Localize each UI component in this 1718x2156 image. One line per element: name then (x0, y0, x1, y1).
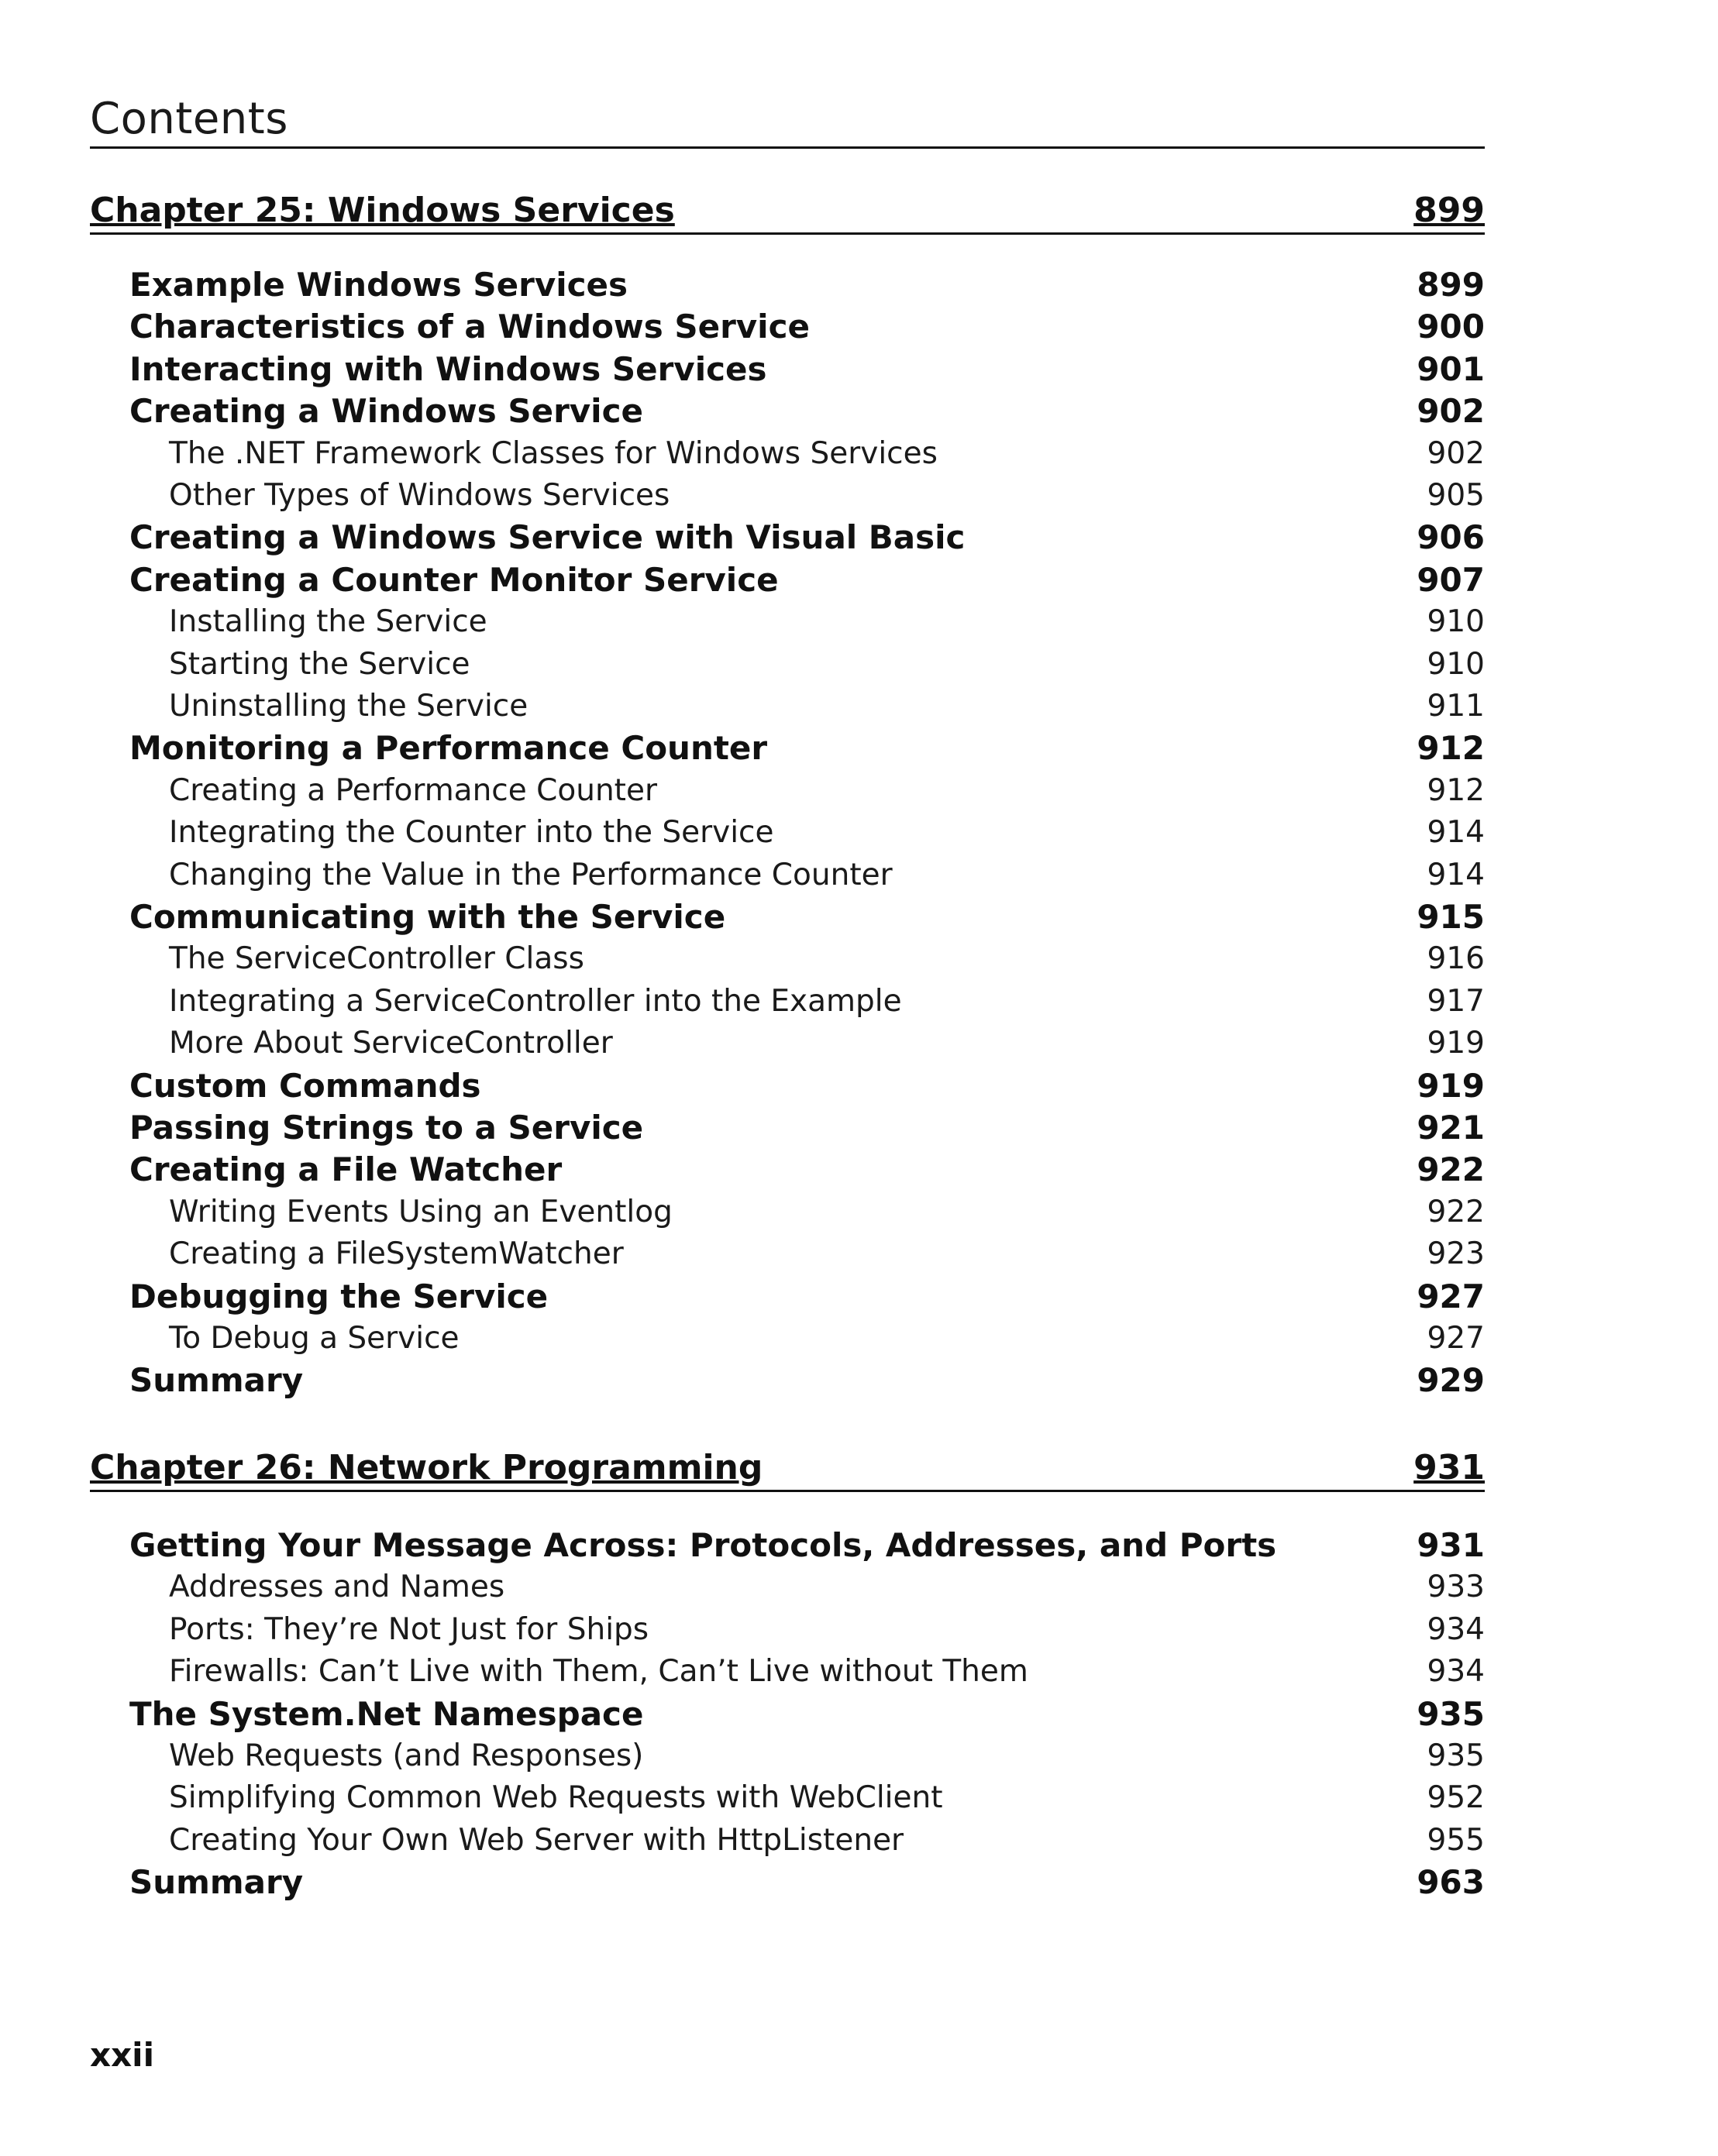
entry-label: Custom Commands (129, 1066, 481, 1105)
entry-page-number: 912 (1417, 729, 1485, 768)
entry-page-number: 914 (1427, 815, 1485, 851)
entry-page-number: 901 (1417, 349, 1485, 388)
entry-page-number: 927 (1427, 1321, 1485, 1356)
entry-page-number: 933 (1427, 1570, 1485, 1605)
entry-page-number: 955 (1427, 1822, 1485, 1858)
entry-page-number: 935 (1417, 1694, 1485, 1733)
entry-label: Creating a File Watcher (129, 1150, 563, 1189)
entry-page-number: 906 (1417, 518, 1485, 557)
chapter-title: Chapter 25: Windows Services (90, 191, 675, 230)
entry-page-number: 911 (1427, 689, 1485, 724)
toc-section-entry[interactable] (0, 349, 1718, 390)
entry-label: Creating a Windows Service (129, 392, 643, 431)
entry-page-number: 912 (1427, 772, 1485, 808)
entry-page-number: 919 (1427, 1026, 1485, 1061)
toc-subsection-entry[interactable] (0, 686, 1718, 727)
toc-section-entry[interactable] (0, 559, 1718, 601)
entry-label: Interacting with Windows Services (129, 349, 767, 388)
toc-section-entry[interactable] (0, 1862, 1718, 1903)
entry-label: The System.Net Namespace (129, 1694, 644, 1733)
toc-section-entry[interactable] (0, 264, 1718, 306)
toc-subsection-entry[interactable] (0, 1651, 1718, 1693)
entry-page-number: 910 (1427, 604, 1485, 640)
chapter-page-number: 899 (1413, 191, 1485, 230)
entry-label: Communicating with the Service (129, 898, 726, 936)
entry-label: Installing the Service (169, 604, 487, 640)
entry-page-number: 905 (1427, 478, 1485, 513)
toc-section-entry[interactable] (0, 1525, 1718, 1566)
entry-label: The .NET Framework Classes for Windows Services (169, 435, 938, 471)
entry-label: Web Requests (and Responses) (169, 1738, 644, 1773)
entry-page-number: 931 (1417, 1526, 1485, 1564)
entry-label: The ServiceController Class (169, 941, 584, 977)
entry-page-number: 915 (1417, 898, 1485, 936)
toc-subsection-entry[interactable] (0, 1566, 1718, 1608)
toc-subsection-entry[interactable] (0, 812, 1718, 854)
page-folio: xxii (90, 2036, 154, 2074)
entry-page-number: 914 (1427, 857, 1485, 892)
entry-label: Monitoring a Performance Counter (129, 729, 768, 768)
toc-subsection-entry[interactable] (0, 1777, 1718, 1819)
toc-subsection-entry[interactable] (0, 770, 1718, 812)
toc-section-entry[interactable] (0, 1360, 1718, 1401)
toc-subsection-entry[interactable] (0, 938, 1718, 980)
toc-subsection-entry[interactable] (0, 1318, 1718, 1360)
entry-page-number: 952 (1427, 1780, 1485, 1816)
toc-subsection-entry[interactable] (0, 433, 1718, 475)
toc-section-entry[interactable] (0, 1276, 1718, 1318)
entry-label: Passing Strings to a Service (129, 1109, 644, 1147)
entry-page-number: 963 (1417, 1863, 1485, 1902)
toc-subsection-entry[interactable] (0, 475, 1718, 517)
entry-page-number: 900 (1417, 308, 1485, 346)
toc-section-entry[interactable] (0, 390, 1718, 432)
toc-section-entry[interactable] (0, 1694, 1718, 1735)
entry-page-number: 935 (1427, 1738, 1485, 1773)
chapter-title: Chapter 26: Network Programming (90, 1448, 763, 1487)
chapter-heading[interactable] (90, 1443, 1485, 1492)
toc-subsection-entry[interactable] (0, 1191, 1718, 1233)
toc-subsection-entry[interactable] (0, 854, 1718, 896)
entry-page-number: 916 (1427, 941, 1485, 977)
entry-page-number: 902 (1427, 435, 1485, 471)
entry-label: Example Windows Services (129, 266, 628, 304)
entry-label: Changing the Value in the Performance Counter (169, 857, 893, 892)
toc-section-entry[interactable] (0, 1065, 1718, 1107)
toc-section-entry[interactable] (0, 896, 1718, 938)
entry-label: Characteristics of a Windows Service (129, 308, 810, 346)
toc-subsection-entry[interactable] (0, 1233, 1718, 1275)
entry-label: Creating a Counter Monitor Service (129, 560, 779, 599)
toc-subsection-entry[interactable] (0, 644, 1718, 686)
entry-page-number: 934 (1427, 1654, 1485, 1690)
entry-page-number: 899 (1417, 266, 1485, 304)
entry-page-number: 919 (1417, 1066, 1485, 1105)
toc-section-entry[interactable] (0, 1149, 1718, 1191)
entry-label: Summary (129, 1863, 304, 1902)
chapter-heading[interactable] (90, 186, 1485, 235)
entry-label: Creating a Windows Service with Visual Basic (129, 518, 966, 557)
entry-page-number: 922 (1427, 1194, 1485, 1229)
entry-label: Starting the Service (169, 646, 470, 682)
entry-page-number: 910 (1427, 646, 1485, 682)
entry-label: Uninstalling the Service (169, 689, 528, 724)
entry-label: Integrating the Counter into the Service (169, 815, 774, 851)
entry-label: Debugging the Service (129, 1277, 549, 1315)
toc-section-entry[interactable] (0, 727, 1718, 769)
toc-subsection-entry[interactable] (0, 981, 1718, 1023)
entry-label: Integrating a ServiceController into the Example (169, 983, 902, 1019)
entry-page-number: 922 (1417, 1150, 1485, 1189)
entry-label: Summary (129, 1361, 304, 1400)
entry-page-number: 934 (1427, 1611, 1485, 1647)
entry-label: More About ServiceController (169, 1026, 613, 1061)
toc-section-entry[interactable] (0, 517, 1718, 559)
entry-page-number: 921 (1417, 1109, 1485, 1147)
entry-page-number: 929 (1417, 1361, 1485, 1400)
toc-subsection-entry[interactable] (0, 601, 1718, 643)
toc-subsection-entry[interactable] (0, 1820, 1718, 1862)
entry-label: Creating a FileSystemWatcher (169, 1236, 624, 1272)
entry-page-number: 907 (1417, 560, 1485, 599)
toc-subsection-entry[interactable] (0, 1023, 1718, 1064)
entry-label: To Debug a Service (169, 1321, 460, 1356)
chapter-page-number: 931 (1413, 1448, 1485, 1487)
entry-label: Other Types of Windows Services (169, 478, 670, 513)
toc-subsection-entry[interactable] (0, 1609, 1718, 1651)
entry-page-number: 927 (1417, 1277, 1485, 1315)
entry-page-number: 902 (1417, 392, 1485, 431)
entry-page-number: 917 (1427, 983, 1485, 1019)
entry-label: Ports: They’re Not Just for Ships (169, 1611, 649, 1647)
toc-section-entry[interactable] (0, 306, 1718, 348)
toc-section-entry[interactable] (0, 1107, 1718, 1149)
toc-subsection-entry[interactable] (0, 1735, 1718, 1777)
entry-label: Creating Your Own Web Server with HttpListener (169, 1822, 904, 1858)
entry-label: Addresses and Names (169, 1570, 505, 1605)
entry-label: Creating a Performance Counter (169, 772, 657, 808)
page-title: Contents (90, 94, 288, 144)
entry-page-number: 923 (1427, 1236, 1485, 1272)
entry-label: Getting Your Message Across: Protocols, Addresses, and Ports (129, 1526, 1277, 1564)
entry-label: Firewalls: Can’t Live with Them, Can’t Live without Them (169, 1654, 1028, 1690)
header-rule (90, 146, 1485, 149)
entry-label: Simplifying Common Web Requests with WebClient (169, 1780, 943, 1816)
entry-label: Writing Events Using an Eventlog (169, 1194, 673, 1229)
